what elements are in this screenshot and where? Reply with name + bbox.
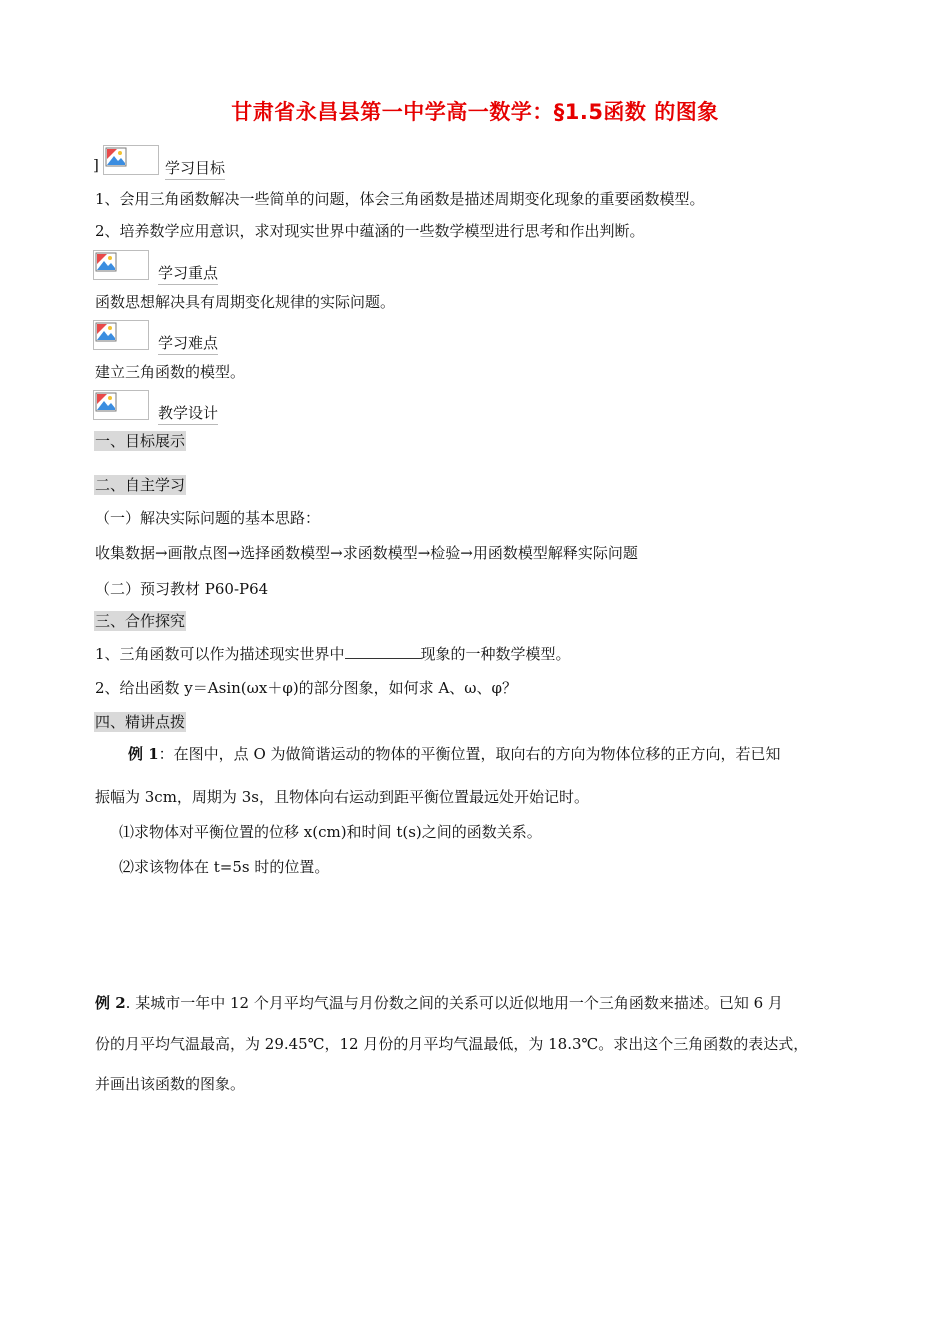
- section-label-difficulties: 学习难点: [158, 333, 218, 355]
- section-heading-3: 三、合作探究: [95, 612, 186, 630]
- broken-image-design: [93, 390, 149, 420]
- example2-label: 例 2: [95, 994, 126, 1012]
- fill-blank: [345, 644, 421, 659]
- explore-q2: 2、给出函数 y＝Asin(ωx＋φ)的部分图象，如何求 A、ω、φ？: [95, 679, 518, 697]
- example2-line3: 并画出该函数的图象。: [95, 1075, 246, 1093]
- example2-line1: [95, 993, 783, 1013]
- section-label-key-points: 学习重点: [158, 263, 218, 285]
- goal-2: 2、培养数学应用意识，求对现实世界中蕴涵的一些数学模型进行思考和作出判断。: [95, 222, 645, 240]
- broken-image-icon: [95, 252, 117, 272]
- broken-image-key: [93, 250, 149, 280]
- self-study-p1: （一）解决实际问题的基本思路：: [95, 509, 321, 527]
- broken-image-difficulty: [93, 320, 149, 350]
- explore-q1-before: 1、三角函数可以作为描述现实世界中: [95, 645, 345, 663]
- example1-line2: 振幅为 3cm，周期为 3s，且物体向右运动到距平衡位置最远处开始记时。: [95, 788, 589, 806]
- section-heading-1: 一、目标展示: [95, 432, 186, 450]
- broken-image-icon: [105, 147, 127, 167]
- difficulties-text: 建立三角函数的模型。: [95, 363, 246, 381]
- bracket-mark: ]: [93, 156, 99, 174]
- example1-line1: [128, 744, 781, 764]
- self-study-p3: （二）预习教材 P60-P64: [95, 580, 269, 598]
- example2-line2: 份的月平均气温最高，为 29.45℃，12 月份的月平均气温最低，为 18.3℃。求出这个三角函数的表达式，: [95, 1035, 809, 1053]
- example1-q1: ⑴求物体对平衡位置的位移 x(cm)和时间 t(s)之间的函数关系。: [119, 823, 542, 841]
- example1-label: 例 1: [128, 745, 159, 763]
- explore-q1: [95, 644, 571, 664]
- section-label-goals: 学习目标: [165, 158, 225, 180]
- example1-line1-text: ：在图中，点 O 为做简谐运动的物体的平衡位置，取向右的方向为物体位移的正方向，若已知: [158, 745, 781, 763]
- broken-image-icon: [95, 322, 117, 342]
- example1-q2: ⑵求该物体在 t=5s 时的位置。: [119, 858, 330, 876]
- self-study-p2: 收集数据→画散点图→选择函数模型→求函数模型→检验→用函数模型解释实际问题: [95, 544, 638, 562]
- example2-line1-text: . 某城市一年中 12 个月平均气温与月份数之间的关系可以近似地用一个三角函数来描述。已知 6 月: [125, 994, 783, 1012]
- section-heading-4: 四、精讲点拨: [95, 713, 186, 731]
- section-heading-2: 二、自主学习: [95, 476, 186, 494]
- broken-image-icon: [95, 392, 117, 412]
- explore-q1-after: 现象的一种数学模型。: [420, 645, 571, 663]
- document-title: 甘肃省永昌县第一中学高一数学：§1.5函数 的图象: [231, 100, 719, 124]
- goal-1: 1、会用三角函数解决一些简单的问题，体会三角函数是描述周期变化现象的重要函数模型。: [95, 190, 705, 208]
- broken-image-goals: [103, 145, 159, 175]
- key-points-text: 函数思想解决具有周期变化规律的实际问题。: [95, 293, 396, 311]
- section-label-design: 教学设计: [158, 403, 218, 425]
